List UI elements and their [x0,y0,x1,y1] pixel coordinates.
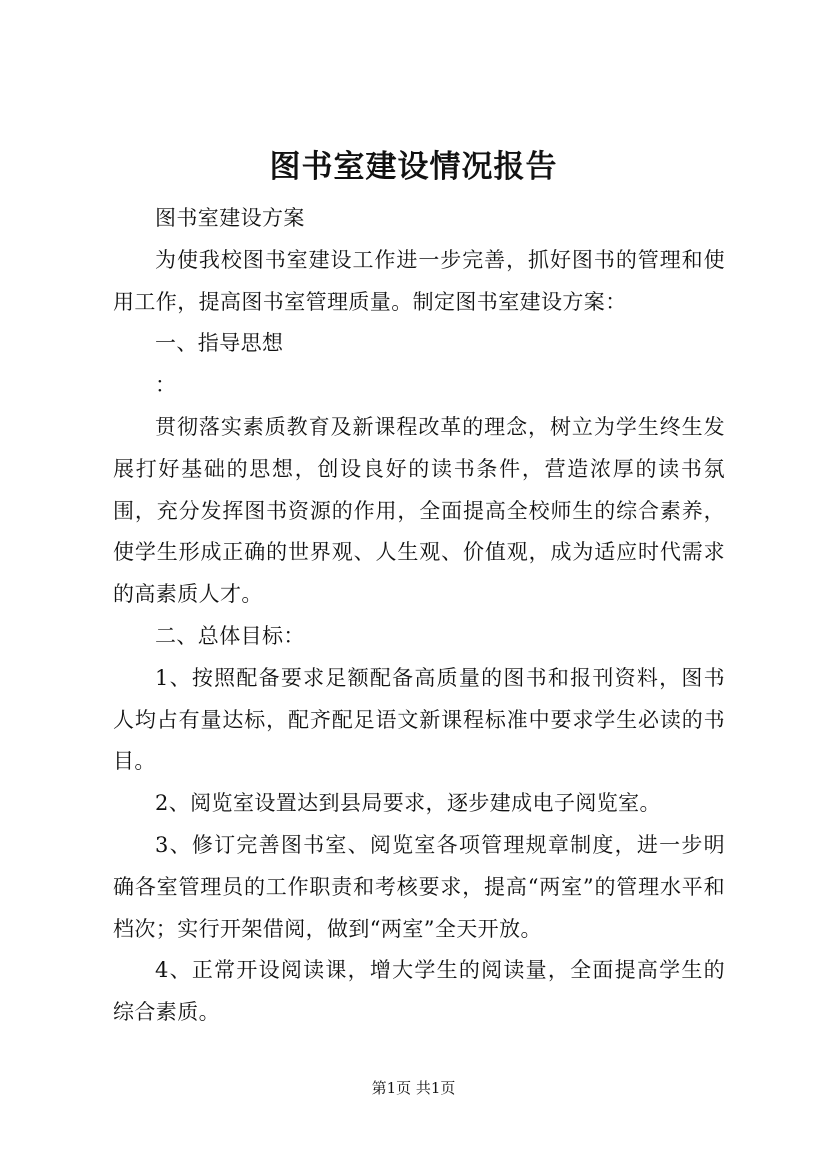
page-footer: 第1页 共1页 [371,1079,456,1097]
section-heading-guiding-ideology: 一、指导思想 [155,331,284,356]
document-body [113,198,725,1034]
paragraph-plan-heading: 图书室建设方案 [155,206,305,230]
paragraph-colon: ： [155,373,177,398]
paragraph-intro: 为使我校图书室建设工作进一步完善，抓好图书的管理和使用工作，提高图书室管理质量。制定图书室建设方案： [113,247,725,314]
paragraph-goal-3: 3、修订完善图书室、阅览室各项管理规章制度，进一步明确各室管理员的工作职责和考核要求，提高“两室”的管理水平和档次；实行开架借阅，做到“两室”全天开放。 [113,832,725,941]
paragraph-guiding-ideology: 贯彻落实素质教育及新课程改革的理念，树立为学生终生发展打好基础的思想，创设良好的读书条件，营造浓厚的读书氛围，充分发挥图书资源的作用，全面提高全校师生的综合素养，使学生形成正确的世界观、人生观、价值观，成为适应时代需求的高素质人才。 [113,414,725,607]
document-title: 图书室建设情况报告 [269,149,558,185]
paragraph-goal-1: 1、按照配备要求足额配备高质量的图书和报刊资料，图书人均占有量达标，配齐配足语文新课程标准中要求学生必读的书目。 [113,665,725,774]
paragraph-goal-2: 2、阅览室设置达到县局要求，逐步建成电子阅览室。 [155,791,661,816]
paragraph-goal-4: 4、正常开设阅读课，增大学生的阅读量，全面提高学生的综合素质。 [113,958,725,1025]
section-heading-overall-goals: 二、总体目标： [155,623,305,648]
